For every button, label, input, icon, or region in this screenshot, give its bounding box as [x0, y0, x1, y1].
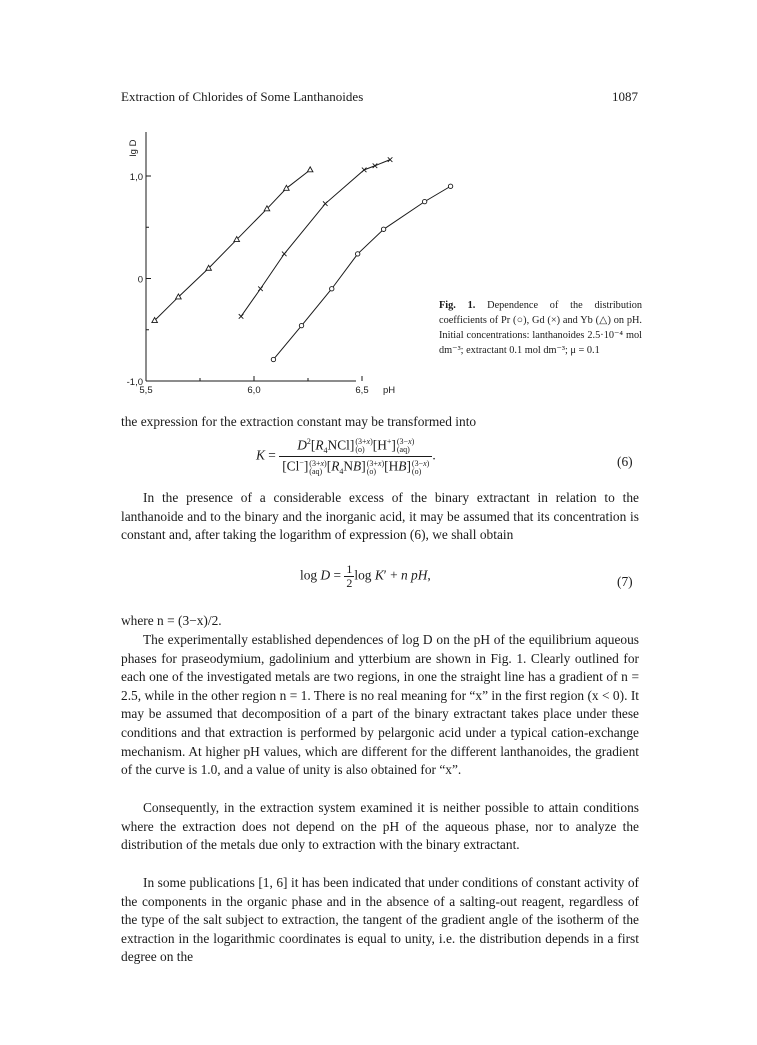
equation-7: log D = $\frac{1}{2}$ log K′ + n pH, — [300, 562, 431, 590]
equation-6-number: (6) — [617, 454, 633, 469]
chart-series — [152, 157, 453, 361]
equation-7-number: (7) — [617, 574, 633, 589]
data-point-circle — [330, 287, 334, 291]
data-point-triangle — [284, 185, 290, 190]
data-point-cross — [282, 252, 287, 257]
running-title: Extraction of Chlorides of Some Lanthanoides — [121, 89, 364, 104]
x-tick-label: 5,5 — [139, 385, 153, 396]
data-point-triangle — [307, 167, 313, 172]
paragraph-publications: In some publications [1, 6] it has been indicated that under conditions of constant activity of the components in the organic phase and in the absence of a salting-out reagent, regardless of the type of the salt subject to extraction, the tangent of the gradient angle of the isotherm of the extraction in the logarithmic coordinates is equal to unity, i.e. the distribution depends in a first degree on the — [121, 875, 639, 965]
paragraph-results: The experimentally established dependences of log D on the pH of the equilibrium aqueous phases for praseodymium, gadolinium and ytterbium are shown in Fig. 1. Clearly outlined for each one of the investigated metals are two regions, in one the straight line has a gradient of n = 2.5, while in the other region n = 1. There is no real meaning for “x” in the first region (x < 0). It may be assumed that decomposition of a part of the binary extractant takes place under these conditions and that extraction is performed by pelargonic acid under a typical cation-exchange mechanism. At higher pH values, which are different for the different lanthanoides, the gradient of the curve is 1.0, and a value of unity is also obtained for “x”. — [121, 632, 639, 778]
x-tick-label: 6,5 — [355, 385, 369, 396]
x-tick-label: 6,0 — [247, 385, 261, 396]
data-point-cross — [373, 163, 378, 168]
data-point-cross — [388, 157, 393, 162]
data-point-cross — [239, 314, 244, 319]
chart-axes — [146, 132, 356, 381]
data-point-circle — [299, 323, 303, 327]
distribution-chart — [104, 118, 434, 396]
data-point-circle — [448, 184, 452, 188]
series-line-circle — [273, 186, 450, 359]
x-axis-label: pH — [383, 385, 396, 396]
series-line-cross — [241, 160, 390, 317]
paragraph-intro: the expression for the extraction constant may be transformed into — [121, 414, 477, 429]
y-axis-label: lg D — [128, 139, 139, 157]
y-tick-label: 0 — [137, 274, 143, 286]
data-point-cross — [258, 286, 263, 291]
data-point-circle — [381, 227, 385, 231]
figure-caption — [439, 298, 642, 358]
y-tick-label: 1,0 — [129, 172, 143, 183]
paragraph-consequently: Consequently, in the extraction system examined it is neither possible to attain conditions where the extraction does not depend on the pH of the aqueous phase, nor to analyze the distribution of the metals due only to extraction with the binary extractant. — [121, 800, 639, 853]
equation-6: K = $D^2[R_4NCl]$ (3+x) (o) [H+] (3−x) (aq) [Cl−] (3+x) (aq) $[R_4NB]$ (3+x) (o) [HB] (3−x) (o) . — [256, 437, 436, 477]
caption-text: Dependence of the distribution coefficients of Pr (○), Gd (×) and Yb (△) on pH. Initial concentrations: lanthanoides 2.5·10⁻⁴ mol dm⁻³; extractant 0.1 mol dm⁻³; μ = 0.1 — [439, 300, 642, 356]
data-point-circle — [271, 357, 275, 361]
paragraph-assumption: In the presence of a considerable excess of the binary extractant in relation to the lanthanoide and to the binary and the inorganic acid, it may be assumed that its concentration is constant and, after taking the logarithm of expression (6), we shall obtain — [121, 490, 639, 543]
data-point-circle — [422, 199, 426, 203]
data-point-circle — [355, 252, 359, 256]
caption-label: Fig. 1. — [439, 300, 476, 311]
data-point-cross — [362, 168, 367, 173]
data-point-cross — [323, 201, 328, 206]
page-number: 1087 — [612, 89, 638, 104]
y-tick-label: -1,0 — [126, 377, 143, 388]
paragraph-where: where n = (3−x)/2. — [121, 613, 222, 628]
